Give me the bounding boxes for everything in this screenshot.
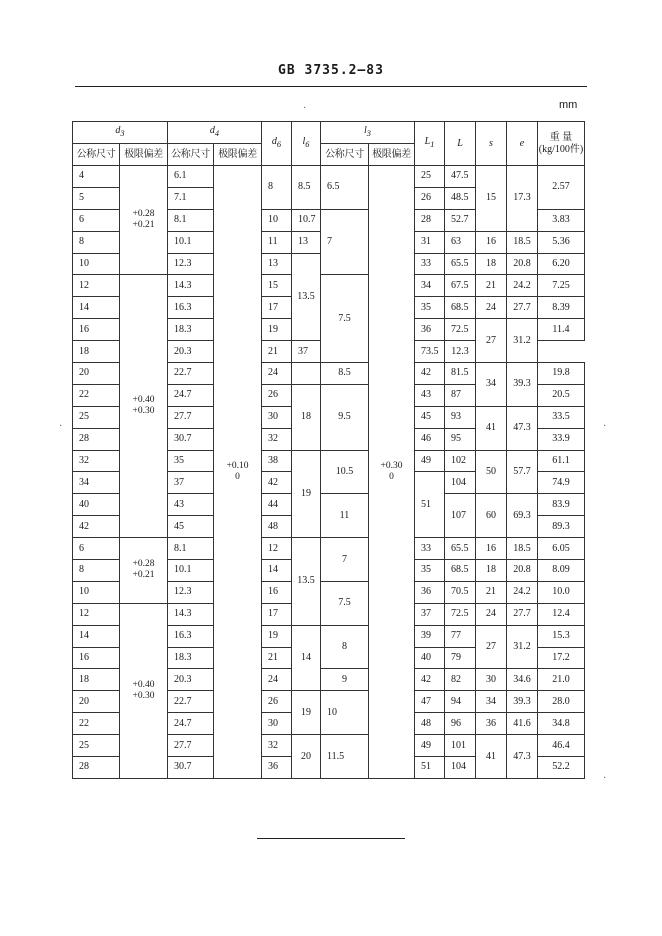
l6-cell: 10.7 bbox=[292, 209, 321, 231]
l3-cell: 7 bbox=[321, 538, 369, 582]
d3-nominal-header: 公称尺寸 bbox=[73, 144, 120, 166]
d4-cell: 20.3 bbox=[168, 669, 214, 691]
l3-cell: 10 bbox=[321, 691, 369, 735]
d3-cell: 10 bbox=[73, 581, 120, 603]
d3-cell: 10 bbox=[73, 253, 120, 275]
d6-cell: 44 bbox=[262, 494, 292, 516]
s-cell: 34 bbox=[476, 363, 507, 407]
weight-cell: 46.4 bbox=[538, 735, 585, 757]
d6-cell: 8 bbox=[262, 166, 292, 210]
l3-cell: 11 bbox=[321, 494, 369, 538]
e-cell: 47.3 bbox=[507, 735, 538, 779]
e-cell: 41.6 bbox=[507, 713, 538, 735]
d6-cell: 19 bbox=[262, 625, 292, 647]
d4-cell: 7.1 bbox=[168, 187, 214, 209]
e-cell: 17.3 bbox=[507, 166, 538, 232]
d6-cell: 16 bbox=[262, 581, 292, 603]
s-cell: 18 bbox=[476, 560, 507, 582]
d6-cell: 12 bbox=[262, 538, 292, 560]
l6-cell: 13 bbox=[292, 231, 321, 253]
d3-cell: 4 bbox=[73, 166, 120, 188]
d4-cell: 12.3 bbox=[168, 581, 214, 603]
scan-speck: · bbox=[603, 421, 607, 432]
l3-cell: 7.5 bbox=[321, 581, 369, 625]
weight-cell: 12.3 bbox=[445, 341, 476, 363]
s-cell: 50 bbox=[476, 450, 507, 494]
e-cell: 39.3 bbox=[507, 363, 538, 407]
d4-cell: 35 bbox=[168, 450, 214, 472]
l3-cell: 7 bbox=[321, 209, 369, 275]
s-cell: 18 bbox=[476, 253, 507, 275]
d3-cell: 14 bbox=[73, 297, 120, 319]
L-cell: 79 bbox=[445, 647, 476, 669]
d3-cell: 22 bbox=[73, 713, 120, 735]
table-row bbox=[73, 166, 585, 188]
l6-cell: 14 bbox=[292, 625, 321, 691]
l3-cell: 10.5 bbox=[321, 450, 369, 494]
d4-cell: 16.3 bbox=[168, 625, 214, 647]
d6-cell: 10 bbox=[262, 209, 292, 231]
L-cell: 52.7 bbox=[445, 209, 476, 231]
l3-tolerance-cell: +0.30 0 bbox=[369, 166, 415, 779]
weight-cell: 15.3 bbox=[538, 625, 585, 647]
d3-cell: 8 bbox=[73, 231, 120, 253]
weight-cell: 10.0 bbox=[538, 581, 585, 603]
d3-cell: 6 bbox=[73, 209, 120, 231]
e-cell: 27.7 bbox=[507, 297, 538, 319]
col-L: L bbox=[445, 122, 476, 166]
weight-cell: 21.0 bbox=[538, 669, 585, 691]
weight-cell: 6.20 bbox=[538, 253, 585, 275]
L1-cell: 48 bbox=[415, 713, 445, 735]
s-cell: 34 bbox=[476, 691, 507, 713]
L-cell: 101 bbox=[445, 735, 476, 757]
L1-cell: 36 bbox=[415, 319, 445, 341]
L1-cell: 28 bbox=[415, 209, 445, 231]
e-cell: 20.8 bbox=[507, 560, 538, 582]
L1-cell: 37 bbox=[415, 603, 445, 625]
col-s: s bbox=[476, 122, 507, 166]
L1-cell: 42 bbox=[415, 669, 445, 691]
weight-cell: 3.83 bbox=[538, 209, 585, 231]
l3-cell: 9 bbox=[321, 669, 369, 691]
d3-tolerance-header: 极限偏差 bbox=[120, 144, 168, 166]
d3-cell: 12 bbox=[73, 603, 120, 625]
weight-cell: 33.9 bbox=[538, 428, 585, 450]
d6-cell: 32 bbox=[262, 428, 292, 450]
d6-cell: 11 bbox=[262, 231, 292, 253]
l6-cell: 20 bbox=[292, 735, 321, 779]
weight-cell: 28.0 bbox=[538, 691, 585, 713]
s-cell: 24 bbox=[476, 603, 507, 625]
d4-cell: 10.1 bbox=[168, 231, 214, 253]
L-cell: 82 bbox=[445, 669, 476, 691]
d6-cell: 30 bbox=[262, 713, 292, 735]
e-cell: 24.2 bbox=[507, 275, 538, 297]
L-cell: 81.5 bbox=[445, 363, 476, 385]
d3-cell: 18 bbox=[73, 669, 120, 691]
d6-cell: 24 bbox=[262, 363, 292, 385]
e-cell: 69.3 bbox=[507, 494, 538, 538]
col-weight bbox=[538, 122, 585, 166]
col-d3: $d_3$ bbox=[73, 122, 168, 144]
d3-cell: 5 bbox=[73, 187, 120, 209]
L-cell: 72.5 bbox=[445, 603, 476, 625]
scan-speck: · bbox=[603, 773, 607, 784]
L-cell: 72.5 bbox=[445, 319, 476, 341]
scan-speck: · bbox=[59, 421, 63, 432]
d3-cell: 18 bbox=[73, 341, 120, 363]
unit-label: mm bbox=[559, 99, 578, 111]
s-cell: 15 bbox=[476, 166, 507, 232]
col-L1: $L_1$ bbox=[415, 122, 445, 166]
d4-tolerance-cell: +0.10 0 bbox=[214, 166, 262, 779]
L-cell: 104 bbox=[445, 472, 476, 494]
d3-cell: 8 bbox=[73, 560, 120, 582]
d3-cell: 34 bbox=[73, 472, 120, 494]
l6-cell: 18 bbox=[292, 384, 321, 450]
d3-cell: 25 bbox=[73, 735, 120, 757]
L1-cell: 36 bbox=[415, 581, 445, 603]
L-cell: 102 bbox=[445, 450, 476, 472]
d4-cell: 45 bbox=[168, 516, 214, 538]
L-cell: 104 bbox=[445, 757, 476, 779]
l6-cell: 13.5 bbox=[292, 253, 321, 341]
d4-cell: 27.7 bbox=[168, 735, 214, 757]
d4-cell: 10.1 bbox=[168, 560, 214, 582]
d4-cell: 12.3 bbox=[168, 253, 214, 275]
L1-cell: 33 bbox=[415, 253, 445, 275]
weight-cell: 8.39 bbox=[538, 297, 585, 319]
L-cell: 70.5 bbox=[445, 581, 476, 603]
L1-cell: 26 bbox=[415, 187, 445, 209]
L1-cell: 46 bbox=[415, 428, 445, 450]
l3-cell: 9.5 bbox=[321, 384, 369, 450]
L1-cell: 47 bbox=[415, 691, 445, 713]
weight-label: 重 量 bbox=[549, 131, 573, 143]
l6-cell: 8.5 bbox=[292, 166, 321, 210]
d3-cell: 22 bbox=[73, 384, 120, 406]
d6-cell: 42 bbox=[262, 472, 292, 494]
d6-cell: 14 bbox=[262, 560, 292, 582]
d3-cell: 28 bbox=[73, 757, 120, 779]
L-cell: 96 bbox=[445, 713, 476, 735]
weight-cell: 83.9 bbox=[538, 494, 585, 516]
e-cell: 20.8 bbox=[507, 253, 538, 275]
l3-cell: 8 bbox=[321, 625, 369, 669]
s-cell: 16 bbox=[476, 231, 507, 253]
s-cell: 41 bbox=[476, 735, 507, 779]
d4-cell: 43 bbox=[168, 494, 214, 516]
L-cell: 87 bbox=[445, 384, 476, 406]
d3-cell: 25 bbox=[73, 406, 120, 428]
e-cell: 18.5 bbox=[507, 538, 538, 560]
col-d6: $d_6$ bbox=[262, 122, 292, 166]
d4-nominal-header: 公称尺寸 bbox=[168, 144, 214, 166]
d6-cell: 15 bbox=[262, 275, 292, 297]
d6-cell: 26 bbox=[262, 691, 292, 713]
L1-cell: 35 bbox=[415, 297, 445, 319]
d3-cell: 14 bbox=[73, 625, 120, 647]
L-cell: 73.5 bbox=[415, 341, 445, 363]
d3-tolerance-cell: +0.28 +0.21 bbox=[120, 538, 168, 604]
weight-cell: 19.8 bbox=[538, 363, 585, 385]
s-cell: 27 bbox=[476, 625, 507, 669]
l6-cell: 13.5 bbox=[292, 538, 321, 626]
d6-cell: 36 bbox=[262, 757, 292, 779]
d3-cell: 28 bbox=[73, 428, 120, 450]
L1-cell: 31 bbox=[415, 231, 445, 253]
d6-cell: 24 bbox=[262, 669, 292, 691]
weight-cell: 20.5 bbox=[538, 384, 585, 406]
d4-cell: 14.3 bbox=[168, 275, 214, 297]
weight-unit: (kg/100件) bbox=[538, 143, 584, 155]
weight-cell: 2.57 bbox=[538, 166, 585, 210]
L-cell: 95 bbox=[445, 428, 476, 450]
weight-cell: 74.9 bbox=[538, 472, 585, 494]
L1-cell: 39 bbox=[415, 625, 445, 647]
e-cell: 31.2 bbox=[507, 319, 538, 363]
L1-cell: 34 bbox=[415, 275, 445, 297]
s-cell: 27 bbox=[476, 319, 507, 363]
d3-cell: 20 bbox=[73, 691, 120, 713]
weight-cell: 8.09 bbox=[538, 560, 585, 582]
l3-cell: 7.5 bbox=[321, 275, 369, 363]
L1-cell: 37 bbox=[292, 341, 321, 363]
weight-cell: 52.2 bbox=[538, 757, 585, 779]
d3-cell: 40 bbox=[73, 494, 120, 516]
col-l6: $l_6$ bbox=[292, 122, 321, 166]
d4-cell: 8.1 bbox=[168, 209, 214, 231]
d4-cell: 16.3 bbox=[168, 297, 214, 319]
l3-cell: 8.5 bbox=[321, 363, 369, 385]
d6-cell: 32 bbox=[262, 735, 292, 757]
d6-cell: 17 bbox=[262, 603, 292, 625]
weight-cell: 89.3 bbox=[538, 516, 585, 538]
d4-cell: 27.7 bbox=[168, 406, 214, 428]
d4-cell: 20.3 bbox=[168, 341, 214, 363]
d4-cell: 14.3 bbox=[168, 603, 214, 625]
d6-cell: 26 bbox=[262, 384, 292, 406]
scan-speck: · bbox=[303, 103, 307, 114]
e-cell: 18.5 bbox=[507, 231, 538, 253]
L1-cell: 51 bbox=[415, 757, 445, 779]
weight-cell: 7.25 bbox=[538, 275, 585, 297]
d6-cell: 17 bbox=[262, 297, 292, 319]
d4-cell: 22.7 bbox=[168, 691, 214, 713]
d3-tolerance-cell: +0.40 +0.30 bbox=[120, 603, 168, 778]
l3-cell: 6.5 bbox=[321, 166, 369, 210]
s-cell: 30 bbox=[476, 669, 507, 691]
s-cell: 16 bbox=[476, 538, 507, 560]
l3-nominal-header: 公称尺寸 bbox=[321, 144, 369, 166]
L-cell: 67.5 bbox=[445, 275, 476, 297]
L1-cell: 51 bbox=[415, 472, 445, 538]
e-cell: 47.3 bbox=[507, 406, 538, 450]
d3-tolerance-cell: +0.28 +0.21 bbox=[120, 166, 168, 275]
e-cell: 24.2 bbox=[507, 581, 538, 603]
l6-cell: 19 bbox=[292, 691, 321, 735]
L-cell: 63 bbox=[445, 231, 476, 253]
s-cell: 21 bbox=[476, 275, 507, 297]
s-cell: 41 bbox=[476, 406, 507, 450]
col-e: e bbox=[507, 122, 538, 166]
d6-cell: 38 bbox=[262, 450, 292, 472]
d6-cell: 48 bbox=[262, 516, 292, 538]
footer-rule bbox=[257, 838, 405, 839]
L-cell: 93 bbox=[445, 406, 476, 428]
d3-cell: 32 bbox=[73, 450, 120, 472]
s-cell: 21 bbox=[476, 581, 507, 603]
L-cell: 94 bbox=[445, 691, 476, 713]
L1-cell: 42 bbox=[415, 363, 445, 385]
d3-cell: 6 bbox=[73, 538, 120, 560]
d4-cell: 8.1 bbox=[168, 538, 214, 560]
d3-cell: 16 bbox=[73, 319, 120, 341]
weight-cell: 34.8 bbox=[538, 713, 585, 735]
d4-cell: 6.1 bbox=[168, 166, 214, 188]
table-row bbox=[73, 538, 585, 560]
L-cell: 107 bbox=[445, 494, 476, 538]
s-cell: 36 bbox=[476, 713, 507, 735]
d3-tolerance-cell: +0.40 +0.30 bbox=[120, 275, 168, 538]
dimension-table bbox=[72, 121, 585, 779]
e-cell: 34.6 bbox=[507, 669, 538, 691]
d3-cell: 16 bbox=[73, 647, 120, 669]
L-cell: 47.5 bbox=[445, 166, 476, 188]
col-d4: $d_4$ bbox=[168, 122, 262, 144]
s-cell: 60 bbox=[476, 494, 507, 538]
weight-cell: 33.5 bbox=[538, 406, 585, 428]
d4-cell: 18.3 bbox=[168, 647, 214, 669]
s-cell: 24 bbox=[476, 297, 507, 319]
weight-cell: 61.1 bbox=[538, 450, 585, 472]
table-header bbox=[73, 122, 585, 166]
d4-cell: 30.7 bbox=[168, 757, 214, 779]
L1-cell: 49 bbox=[415, 735, 445, 757]
l6-cell: 19 bbox=[292, 450, 321, 538]
L-cell: 68.5 bbox=[445, 560, 476, 582]
weight-cell: 12.4 bbox=[538, 603, 585, 625]
d3-cell: 42 bbox=[73, 516, 120, 538]
weight-cell: 5.36 bbox=[538, 231, 585, 253]
weight-cell: 11.4 bbox=[538, 319, 585, 341]
L1-cell: 43 bbox=[415, 384, 445, 406]
d4-cell: 18.3 bbox=[168, 319, 214, 341]
d6-cell: 21 bbox=[262, 341, 292, 363]
e-cell: 57.7 bbox=[507, 450, 538, 494]
d4-cell: 22.7 bbox=[168, 363, 214, 385]
L-cell: 48.5 bbox=[445, 187, 476, 209]
col-l3: $l_3$ bbox=[321, 122, 415, 144]
d6-cell: 30 bbox=[262, 406, 292, 428]
e-cell: 31.2 bbox=[507, 625, 538, 669]
d6-cell: 19 bbox=[262, 319, 292, 341]
d4-cell: 30.7 bbox=[168, 428, 214, 450]
weight-cell: 6.05 bbox=[538, 538, 585, 560]
L1-cell: 49 bbox=[415, 450, 445, 472]
L1-cell: 25 bbox=[415, 166, 445, 188]
L1-cell: 33 bbox=[415, 538, 445, 560]
l3-tolerance-header: 极限偏差 bbox=[369, 144, 415, 166]
L1-cell: 45 bbox=[415, 406, 445, 428]
L-cell: 68.5 bbox=[445, 297, 476, 319]
l6-cell bbox=[292, 363, 321, 385]
header-rule bbox=[75, 86, 587, 87]
L1-cell: 40 bbox=[415, 647, 445, 669]
table-row bbox=[73, 275, 585, 297]
d4-cell: 24.7 bbox=[168, 713, 214, 735]
L-cell: 77 bbox=[445, 625, 476, 647]
e-cell: 27.7 bbox=[507, 603, 538, 625]
L-cell: 65.5 bbox=[445, 538, 476, 560]
l3-cell: 11.5 bbox=[321, 735, 369, 779]
d4-cell: 37 bbox=[168, 472, 214, 494]
d4-tolerance-header: 极限偏差 bbox=[214, 144, 262, 166]
d3-cell: 12 bbox=[73, 275, 120, 297]
L-cell: 65.5 bbox=[445, 253, 476, 275]
d6-cell: 21 bbox=[262, 647, 292, 669]
standard-number: GB 3735.2—83 bbox=[278, 63, 384, 78]
d6-cell: 13 bbox=[262, 253, 292, 275]
e-cell: 39.3 bbox=[507, 691, 538, 713]
d3-cell: 20 bbox=[73, 363, 120, 385]
weight-cell: 17.2 bbox=[538, 647, 585, 669]
L1-cell: 35 bbox=[415, 560, 445, 582]
d4-cell: 24.7 bbox=[168, 384, 214, 406]
